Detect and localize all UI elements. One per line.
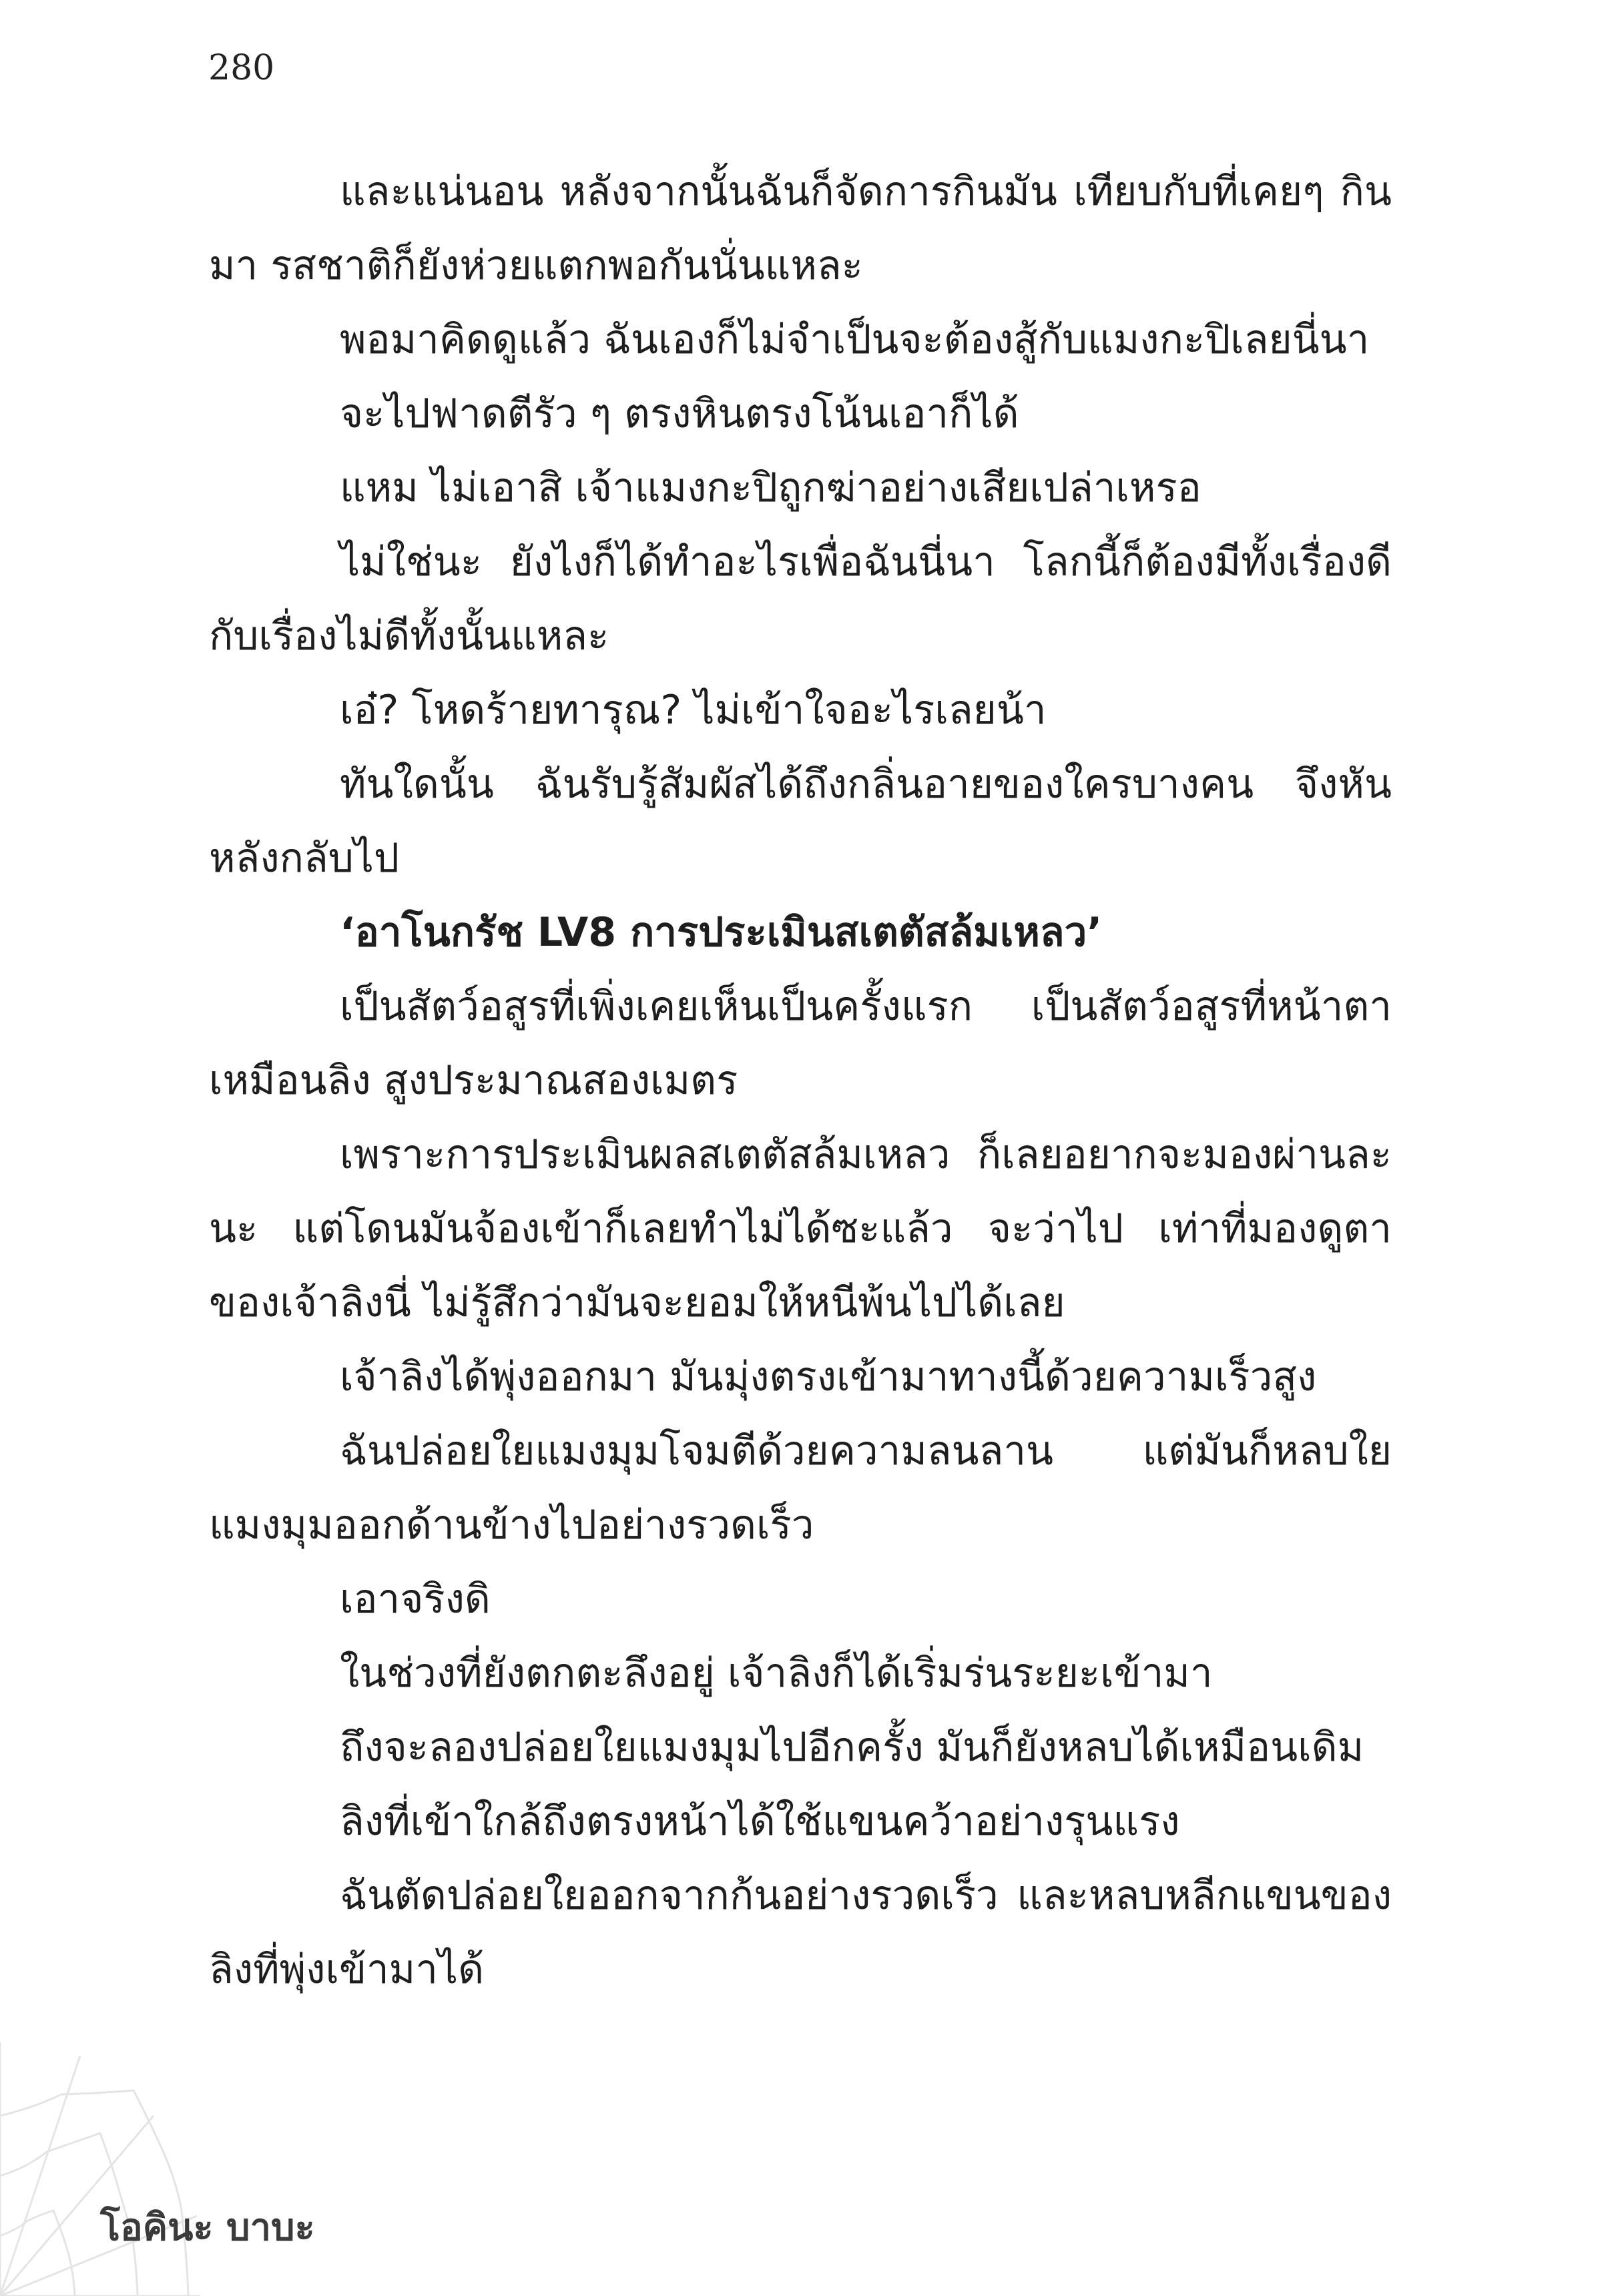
paragraph: เป็นสัตว์อสูรที่เพิ่งเคยเห็นเป็นครั้งแรก เป็นสัตว์อสูรที่หน้าตาเหมือนลิง สูงประมาณสองเมตร — [209, 983, 1392, 1104]
paragraph: และแน่นอน หลังจากนั้นฉันก็จัดการกินมัน เทียบกับที่เคยๆ กินมา รสชาติก็ยังห่วยแตกพอกันนั่นแหละ — [209, 168, 1392, 289]
paragraph: ไม่ใช่นะ ยังไงก็ได้ทำอะไรเพื่อฉันนี่นา โลกนี้ก็ต้องมีทั้งเรื่องดีกับเรื่องไม่ดีทั้งนั้นแหละ — [209, 539, 1392, 659]
status-heading: ‘อาโนกรัช LV8 การประเมินสเตตัสล้มเหลว’ — [340, 909, 1103, 956]
paragraph: ลิงที่เข้าใกล้ถึงตรงหน้าได้ใช้แขนคว้าอย่างรุนแรง — [340, 1798, 1180, 1845]
paragraph: พอมาคิดดูแล้ว ฉันเองก็ไม่จำเป็นจะต้องสู้กับแมงกะปิเลยนี่นา — [340, 316, 1370, 363]
paragraph: ถึงจะลองปล่อยใยแมงมุมไปอีกครั้ง มันก็ยังหลบได้เหมือนเดิม — [340, 1724, 1364, 1771]
paragraph: เจ้าลิงได้พุ่งออกมา มันมุ่งตรงเข้ามาทางนี้ด้วยความเร็วสูง — [340, 1354, 1317, 1400]
paragraph: ในช่วงที่ยังตกตะลึงอยู่ เจ้าลิงก็ได้เริ่มร่นระยะเข้ามา — [340, 1650, 1213, 1697]
paragraph: ฉันปล่อยใยแมงมุมโจมตีด้วยความลนลาน แต่มันก็หลบใยแมงมุมออกด้านข้างไปอย่างรวดเร็ว — [209, 1428, 1392, 1548]
paragraph: ทันใดนั้น ฉันรับรู้สัมผัสได้ถึงกลิ่นอายของใครบางคน จึงหันหลังกลับไป — [209, 761, 1392, 882]
paragraph: เอ๋? โหดร้ายทารุณ? ไม่เข้าใจอะไรเลยน้า — [340, 687, 1047, 734]
paragraph: เอาจริงดิ — [340, 1576, 491, 1623]
paragraph: เพราะการประเมินผลสเตตัสล้มเหลว ก็เลยอยากจะมองผ่านละนะ แต่โดนมันจ้องเข้าก็เลยทำไม่ได้ซะแล้ว จะว่าไป เท่าที่มองดูตาของเจ้าลิงนี่ ไม่รู้สึกว่ามันจะยอมให้หนีพ้นไปได้เลย — [209, 1131, 1392, 1326]
paragraph: จะไปฟาดตีรัว ๆ ตรงหินตรงโน้นเอาก็ได้ — [340, 390, 1019, 437]
book-title: โอคินะ บาบะ — [100, 2206, 315, 2249]
body-text — [209, 155, 1392, 2007]
paragraph: แหม ไม่เอาสิ เจ้าแมงกะปิถูกฆ่าอย่างเสียเปล่าเหรอ — [340, 465, 1201, 511]
page-number: 280 — [208, 48, 275, 88]
paragraph: ฉันตัดปล่อยใยออกจากก้นอย่างรวดเร็ว และหลบหลีกแขนของลิงที่พุ่งเข้ามาได้ — [209, 1872, 1392, 1993]
